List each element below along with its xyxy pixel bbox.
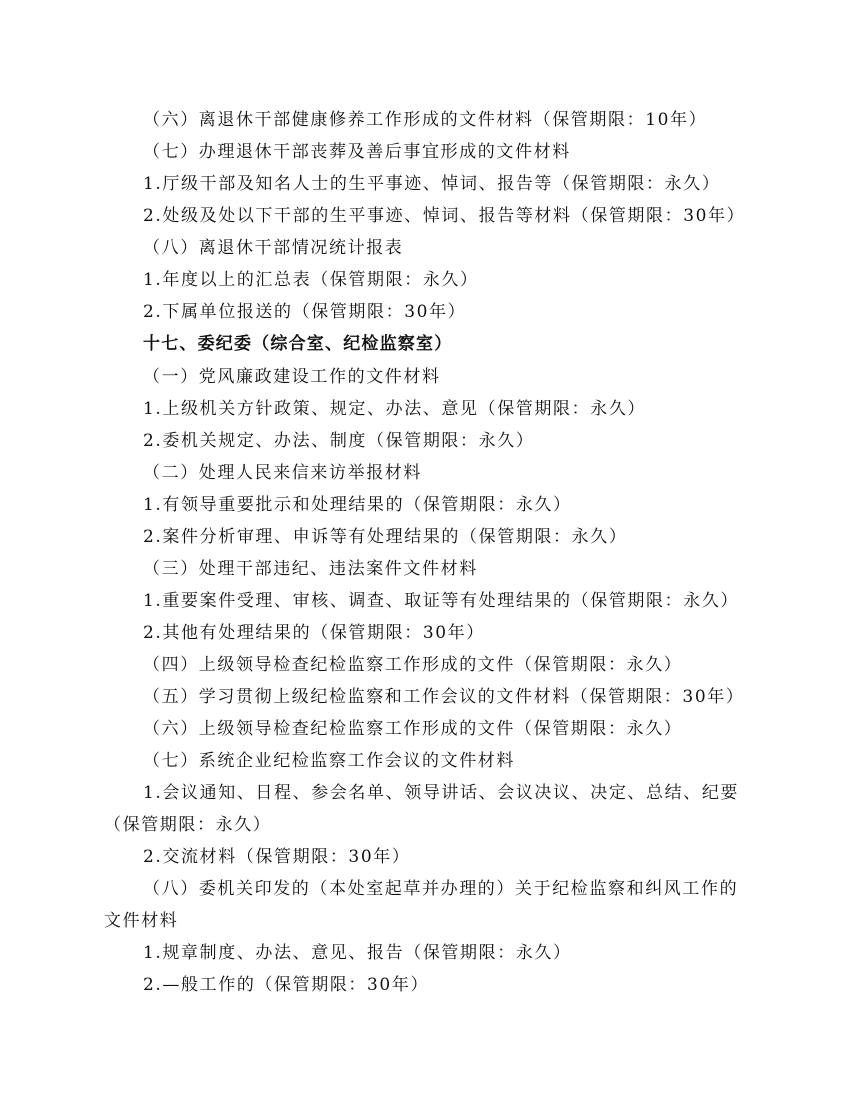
text-line: （八）离退休干部情况统计报表 — [143, 238, 404, 258]
text-line: （一）党风廉政建设工作的文件材料 — [143, 367, 441, 387]
text-line: （五）学习贯彻上级纪检监察和工作会议的文件材料（保管期限：30年） — [143, 687, 745, 707]
text-line: 1.有领导重要批示和处理结果的（保管期限：永久） — [143, 495, 572, 515]
text-line: （六）上级领导检查纪检监察工作形成的文件（保管期限：永久） — [143, 719, 683, 739]
text-line: 1.会议通知、日程、参会名单、领导讲话、会议决议、决定、总结、纪要 — [143, 783, 740, 803]
text-line: （七）系统企业纪检监察工作会议的文件材料 — [143, 751, 515, 771]
text-line: 1.重要案件受理、审核、调查、取证等有处理结果的（保管期限：永久） — [143, 591, 740, 611]
text-line: 2.—般工作的（保管期限：30年） — [143, 975, 430, 995]
text-line-continuation: 文件材料 — [104, 911, 179, 931]
text-line: （三）处理干部违纪、违法案件文件材料 — [143, 559, 478, 579]
text-line: 2.交流材料（保管期限：30年） — [143, 847, 411, 867]
section-heading: 十七、委纪委（综合室、纪检监察室） — [143, 334, 453, 354]
text-line: 2.处级及处以下干部的生平事迹、悼词、报告等材料（保管期限：30年） — [143, 206, 746, 226]
text-line: （七）办理退休干部丧葬及善后事宜形成的文件材料 — [143, 142, 571, 162]
text-line: 1.年度以上的汇总表（保管期限：永久） — [143, 270, 479, 290]
text-line: （六）离退休干部健康修养工作形成的文件材料（保管期限：10年） — [143, 110, 708, 130]
text-line: （八）委机关印发的（本处室起草并办理的）关于纪检监察和纠风工作的 — [143, 879, 739, 899]
text-line: 1.厅级干部及知名人士的生平事迹、悼词、报告等（保管期限：永久） — [143, 174, 721, 194]
text-line: （二）处理人民来信来访举报材料 — [143, 463, 422, 483]
text-line: 1.上级机关方针政策、规定、办法、意见（保管期限：永久） — [143, 399, 647, 419]
text-line: 2.下属单位报送的（保管期限：30年） — [143, 302, 467, 322]
text-line: 2.案件分析审理、申诉等有处理结果的（保管期限：永久） — [143, 527, 628, 547]
text-line: 2.委机关规定、办法、制度（保管期限：永久） — [143, 431, 535, 451]
text-line: 1.规章制度、办法、意见、报告（保管期限：永久） — [143, 943, 572, 963]
text-line: （四）上级领导检查纪检监察工作形成的文件（保管期限：永久） — [143, 655, 683, 675]
text-line-continuation: （保管期限：永久） — [104, 815, 272, 835]
text-line: 2.其他有处理结果的（保管期限：30年） — [143, 623, 485, 643]
